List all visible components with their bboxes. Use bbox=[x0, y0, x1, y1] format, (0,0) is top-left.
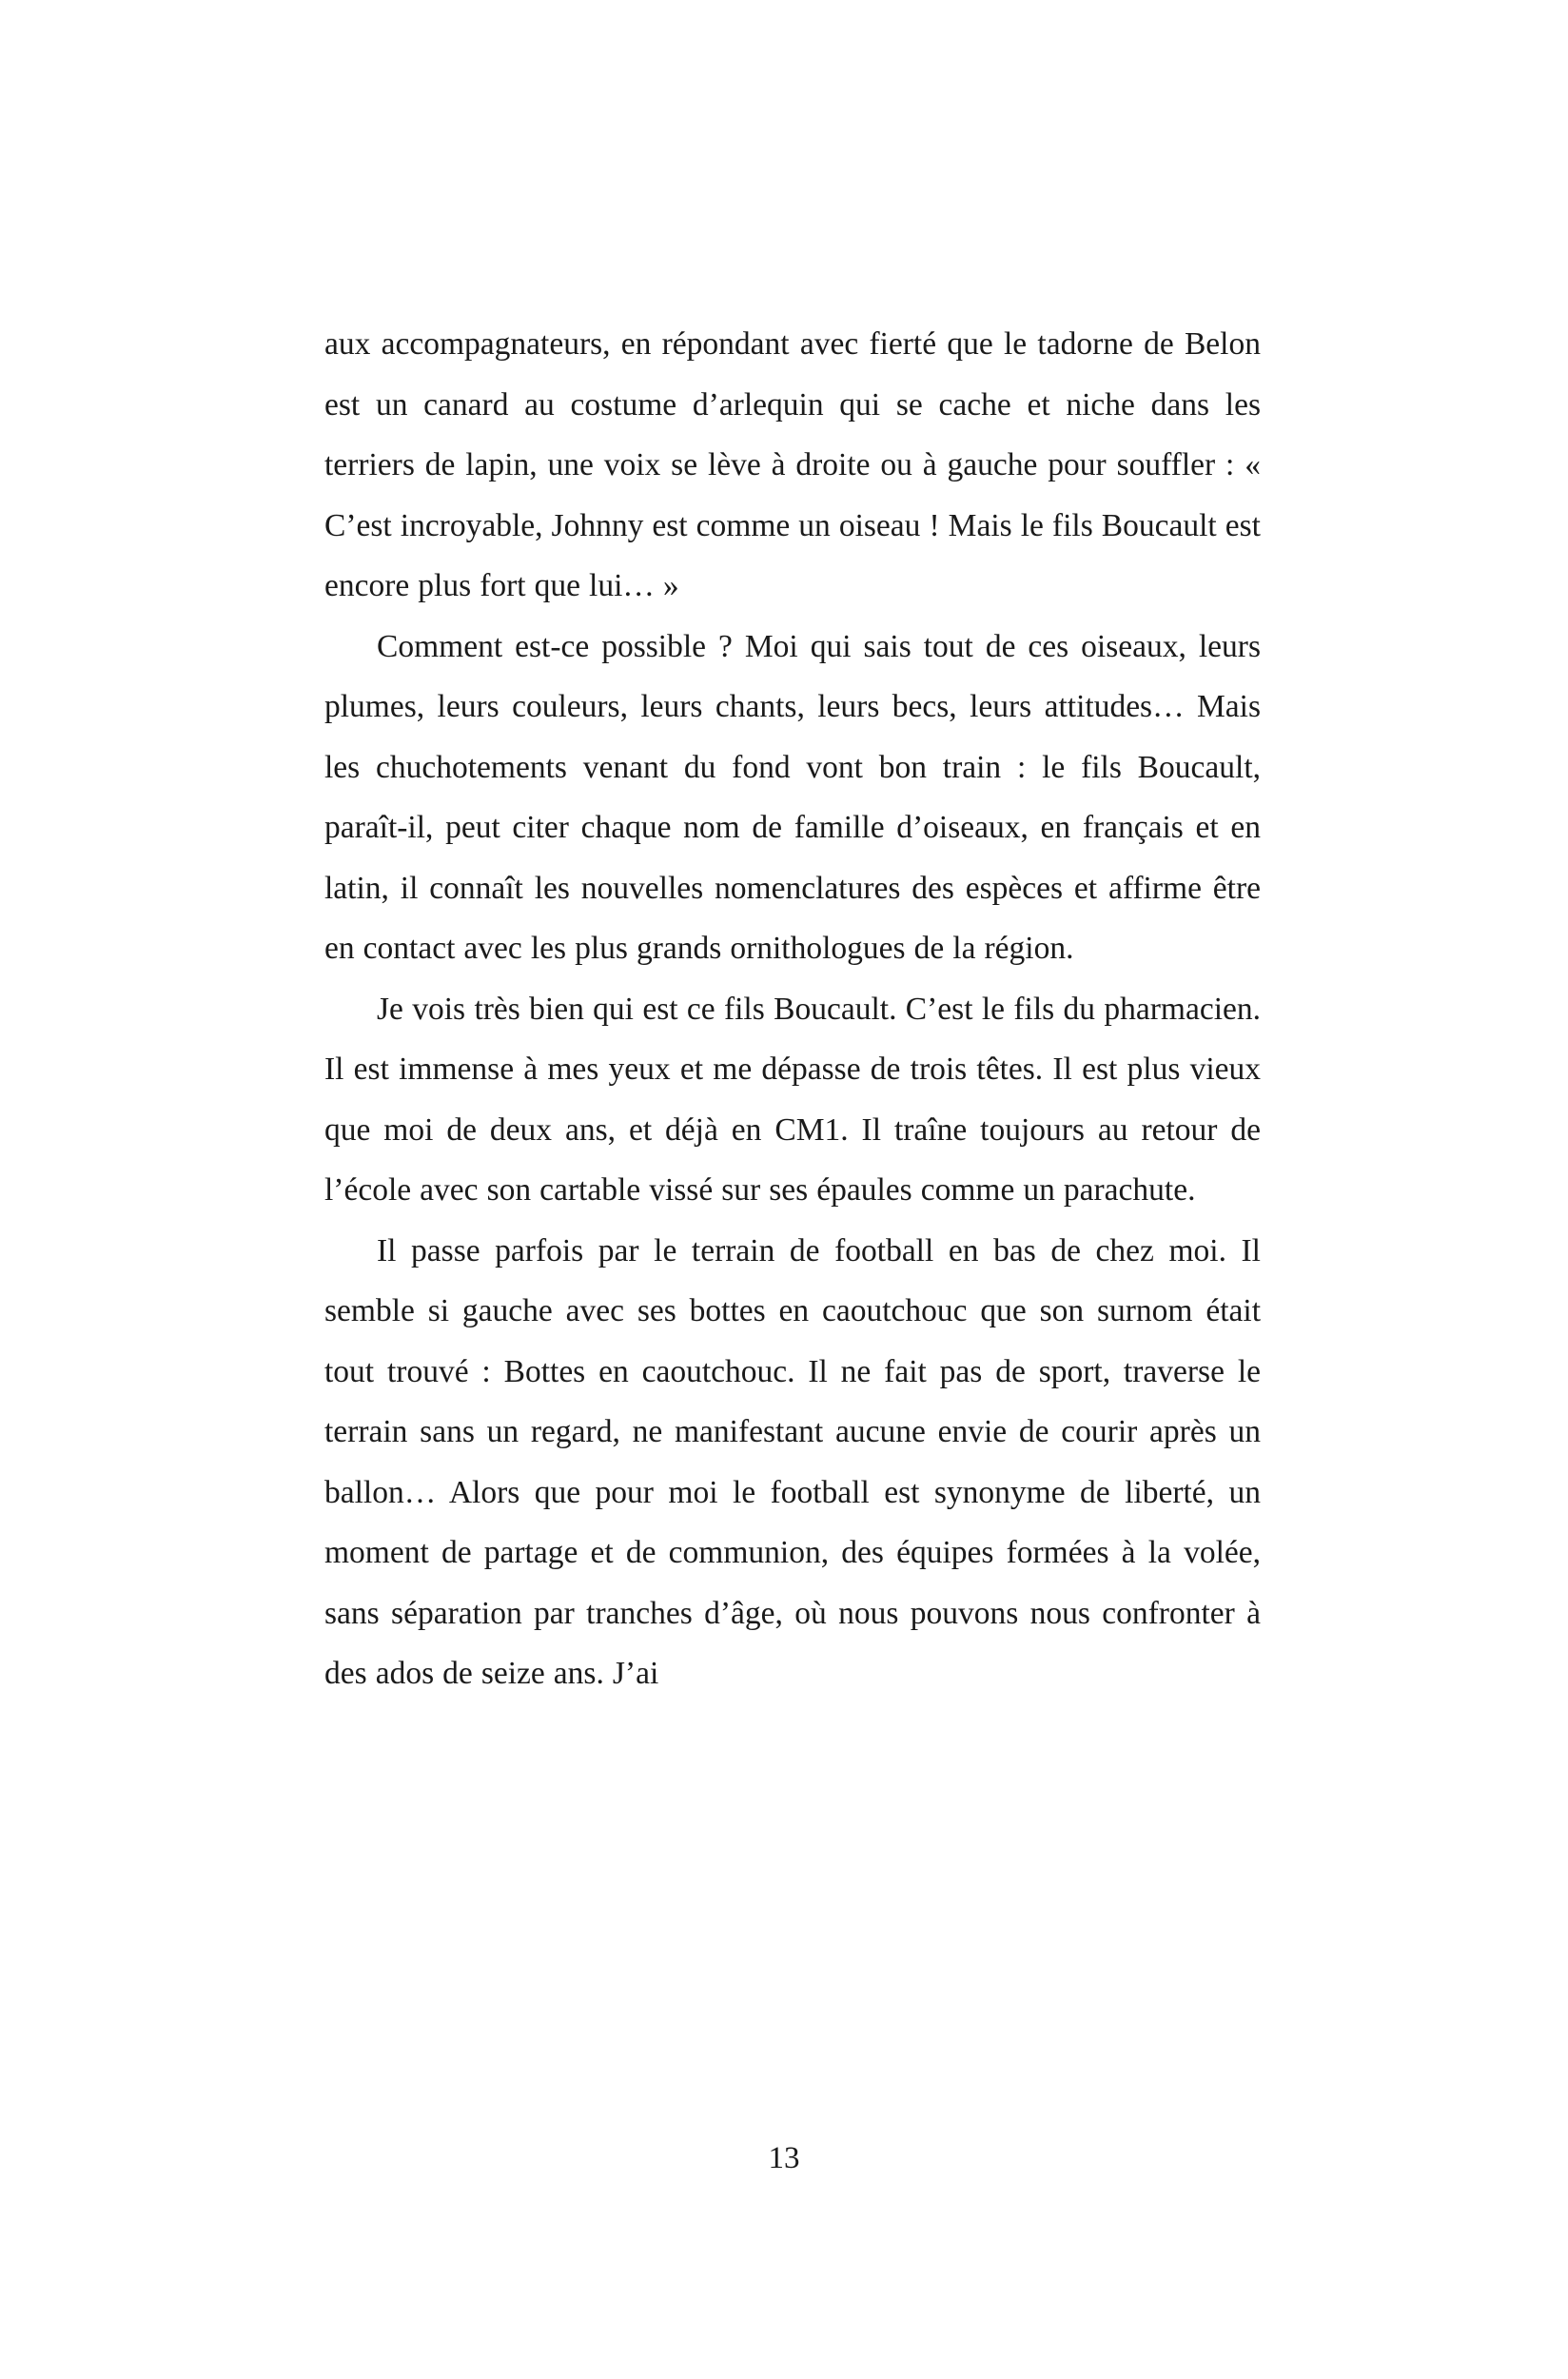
body-paragraph-2: Comment est-ce possible ? Moi qui sais tout de ces oiseaux, leurs plumes, leurs couleurs, leurs chants, leurs becs, leurs attitudes… Mais les chuchotements venant du fond vont bon train : le fils Boucault, paraît-il, peut citer chaque nom de famille d’oiseaux, en français et en latin, il connaît les nouvelles nomenclatures des espèces et affirme être en contact avec les plus grands ornithologues de la région. bbox=[324, 628, 1261, 966]
page-number: 13 bbox=[768, 2141, 800, 2175]
body-paragraph-4: Il passe parfois par le terrain de football en bas de chez moi. Il semble si gauche avec ses bottes en caoutchouc que son surnom était tout trouvé : Bottes en caoutchouc. Il ne fait pas de sport, traverse le terrain sans un regard, ne manifestant aucune envie de courir après un ballon… Alors que pour moi le football est synonyme de liberté, un moment de partage et de communion, des équipes formées à la volée, sans séparation par tranches d’âge, où nous pouvons nous confronter à des ados de seize ans. J’ai bbox=[324, 1232, 1261, 1691]
body-paragraph-1: aux accompagnateurs, en répondant avec fierté que le tadorne de Belon est un canard au costume d’arlequin qui se cache et niche dans les terriers de lapin, une voix se lève à droite ou à gauche pour souffler : « C’est incroyable, Johnny est comme un oiseau ! Mais le fils Boucault est encore plus fort que lui… » bbox=[324, 326, 1261, 603]
body-paragraph-3: Je vois très bien qui est ce fils Boucault. C’est le fils du pharmacien. Il est immense à mes yeux et me dépasse de trois têtes. Il est plus vieux que moi de deux ans, et déjà en CM1. Il traîne toujours au retour de l’école avec son cartable vissé sur ses épaules comme un parachute. bbox=[324, 991, 1261, 1208]
page-text-block bbox=[324, 314, 1261, 1704]
